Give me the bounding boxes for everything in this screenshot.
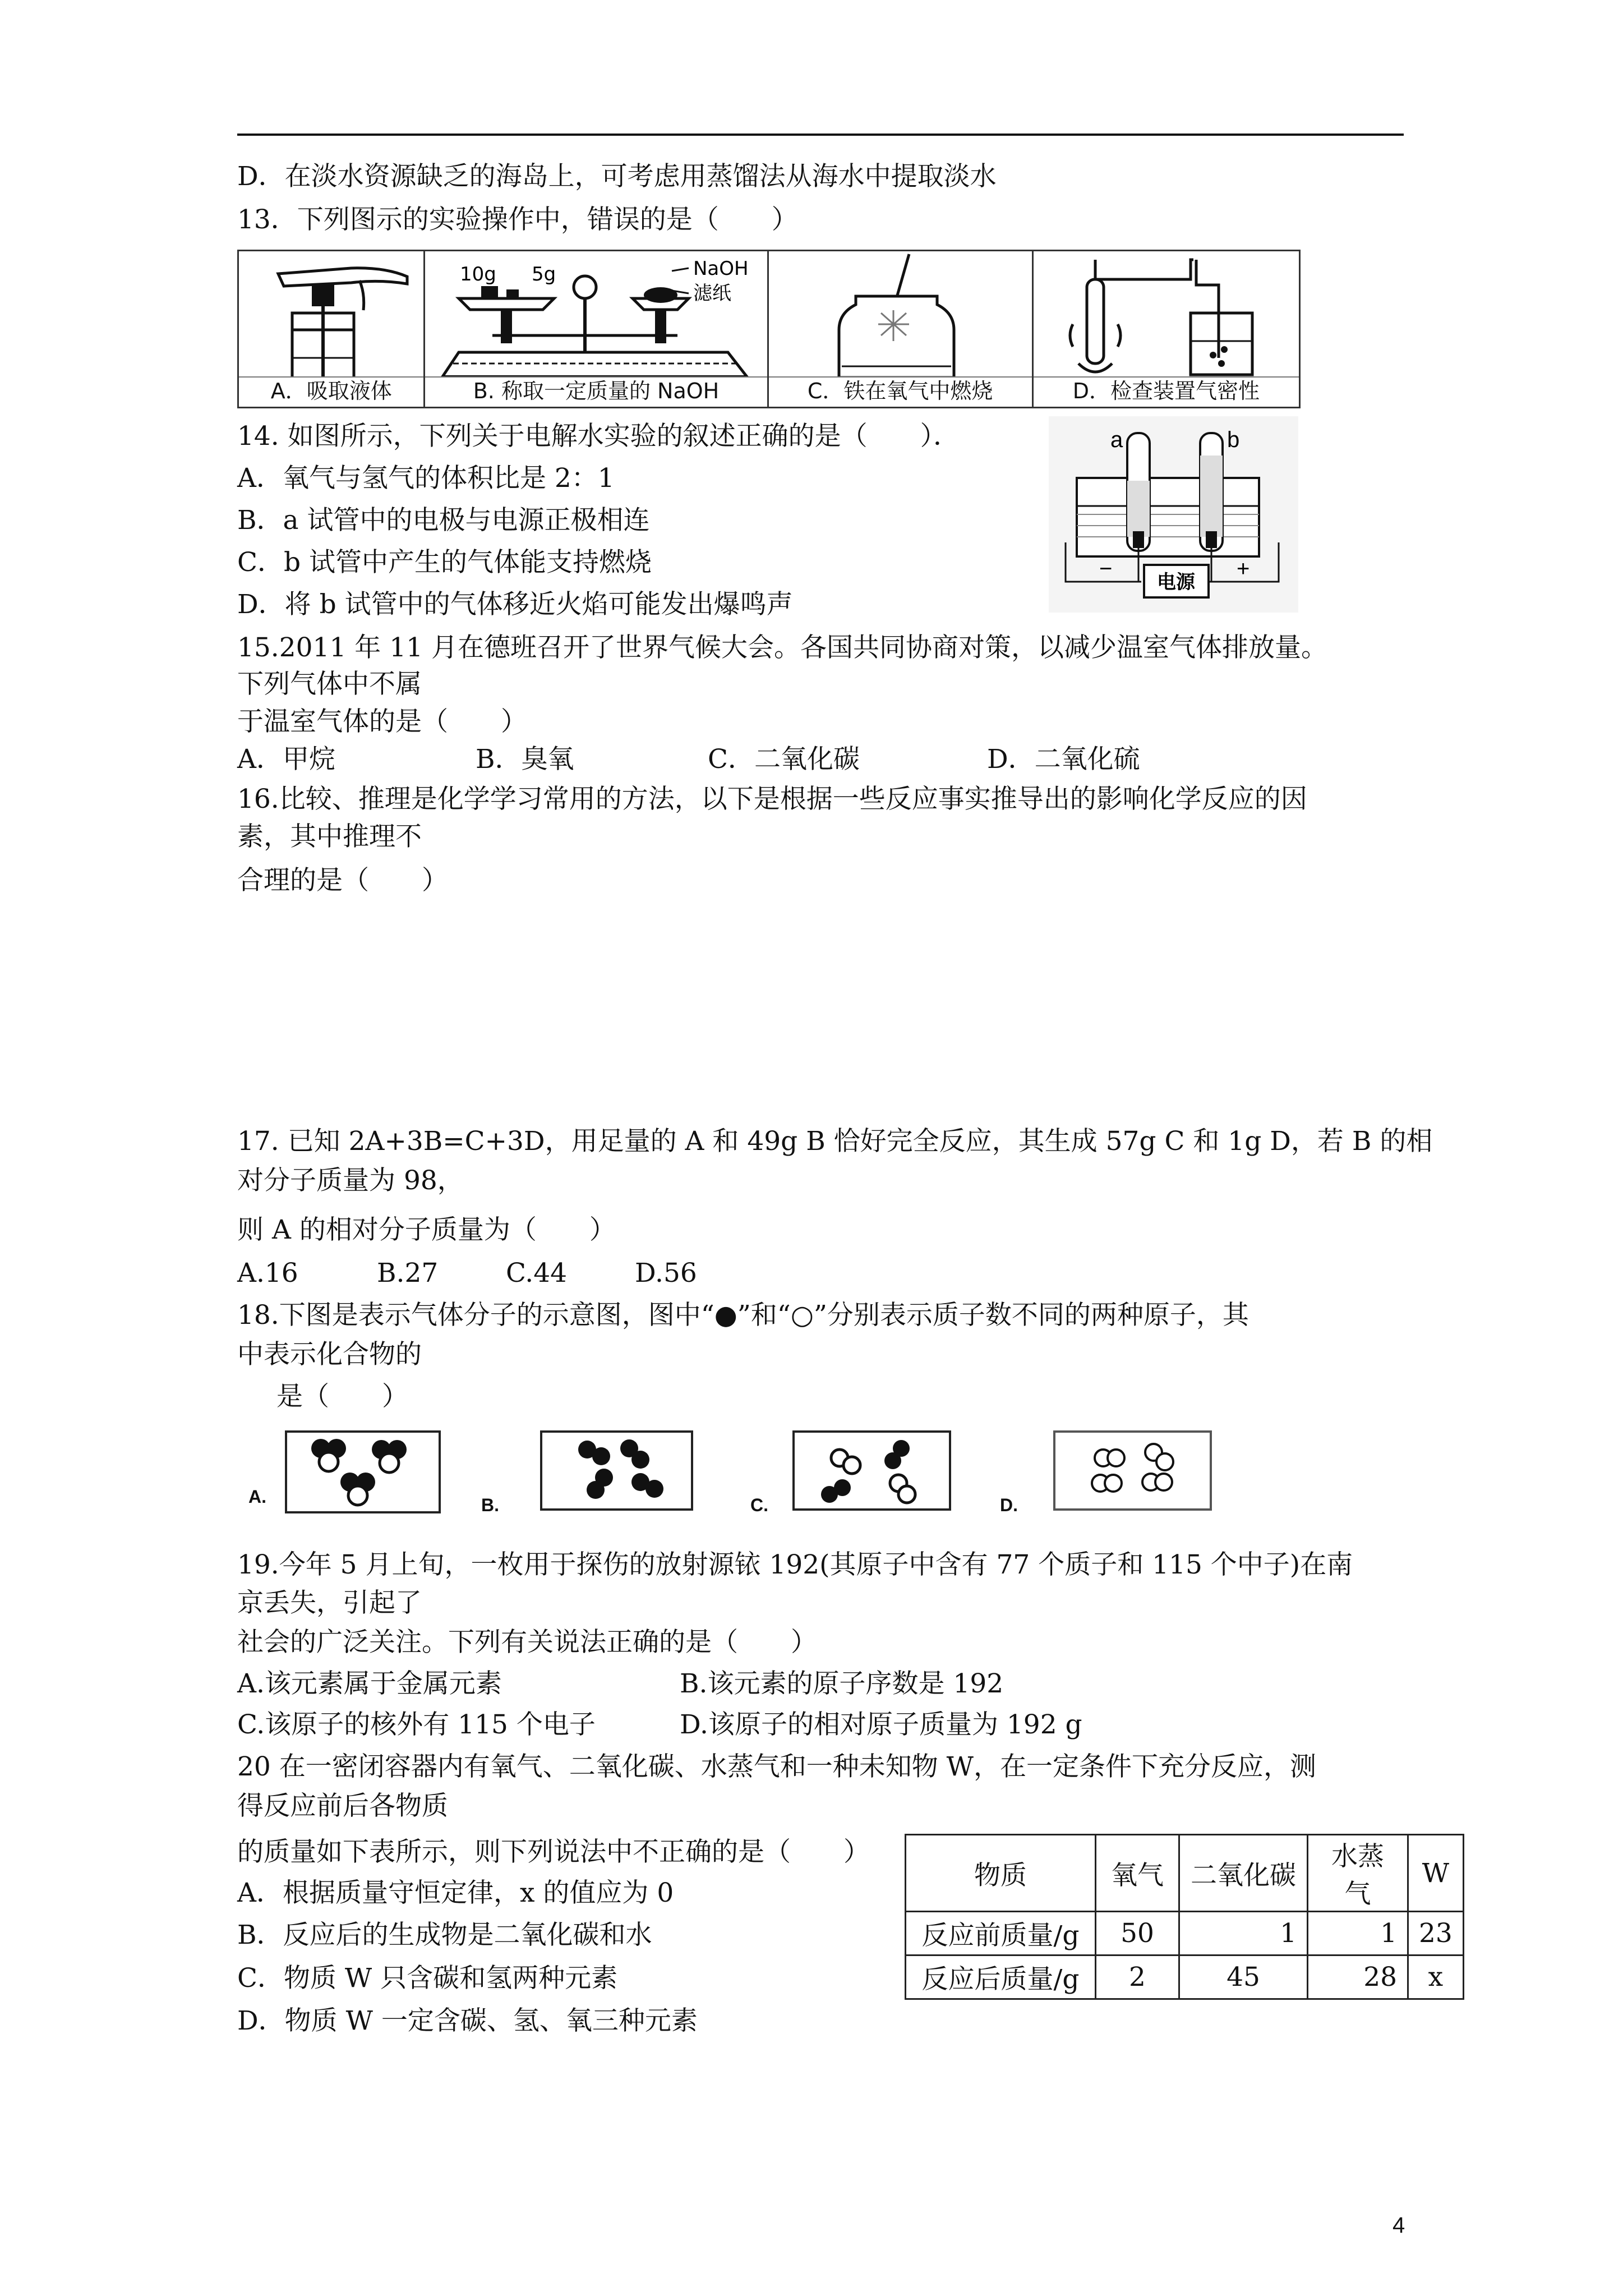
q17-option-d: D.56	[635, 1258, 697, 1289]
q17-option-a: A.16	[237, 1258, 298, 1289]
q18-label-b: B.	[481, 1495, 499, 1515]
q14-option-a: A．氧气与氢气的体积比是 2：1	[237, 463, 615, 494]
q14-label-b: b	[1227, 427, 1240, 452]
q20-option-d: D．物质 W 一定含碳、氢、氧三种元素	[237, 2005, 698, 2036]
table-cell: 28	[1308, 1955, 1408, 1999]
q18-box-b	[540, 1430, 693, 1511]
q17-option-b: B.27	[377, 1258, 439, 1289]
table-cell: 45	[1179, 1955, 1308, 1999]
q13-fig-c	[769, 251, 1034, 407]
table-row	[906, 1835, 1464, 1912]
q14-option-b: B．a 试管中的电极与电源正极相连	[237, 505, 650, 536]
q15-option-b: B．臭氧	[476, 744, 574, 775]
table-cell: 反应前质量/g	[906, 1912, 1096, 1955]
q14-option-d: D．将 b 试管中的气体移近火焰可能发出爆鸣声	[237, 589, 793, 620]
question-17-line3: 则 A 的相对分子质量为（ ）	[237, 1214, 616, 1245]
q19-option-a: A.该元素属于金属元素	[237, 1668, 502, 1699]
table-cell: 50	[1096, 1912, 1179, 1955]
q18-label-c: C.	[750, 1495, 768, 1515]
question-20-line2: 得反应前后各物质	[237, 1791, 448, 1821]
q13-figure	[237, 250, 1301, 408]
q14-electrolysis-figure	[1049, 416, 1298, 613]
question-19-line3: 社会的广泛关注。下列有关说法正确的是（ ）	[237, 1627, 817, 1658]
question-14-stem: 14. 如图所示，下列关于电解水实验的叙述正确的是（ ）．	[237, 421, 960, 452]
question-17-line1: 17. 已知 2A+3B=C+3D，用足量的 A 和 49g B 恰好完全反应，其生成 57g C 和 1g D，若 B 的相	[237, 1126, 1433, 1157]
table-header-cell: 二氧化碳	[1179, 1835, 1308, 1912]
table-row	[906, 1955, 1464, 1999]
q14-power-label: 电源	[1157, 571, 1195, 593]
table-cell: 23	[1408, 1912, 1464, 1955]
q13-caption-a: A．吸取液体	[239, 376, 423, 404]
question-16-line2: 素，其中推理不	[237, 821, 422, 852]
q18-box-d	[1053, 1430, 1212, 1511]
table-header-cell: W	[1408, 1835, 1464, 1912]
question-18-line2: 中表示化合物的	[237, 1339, 422, 1370]
question-16-line3: 合理的是（ ）	[237, 865, 448, 896]
q18-label-a: A.	[248, 1487, 266, 1507]
question-15-line2: 下列气体中不属	[237, 669, 422, 700]
q17-option-c: C.44	[506, 1258, 568, 1289]
q18-box-c	[792, 1430, 951, 1511]
q13-caption-b: B. 称取一定质量的 NaOH	[425, 376, 767, 404]
q14-plus: +	[1237, 556, 1250, 581]
q20-option-c: C．物质 W 只含碳和氢两种元素	[237, 1963, 618, 1994]
table-cell: 2	[1096, 1955, 1179, 1999]
table-cell: 反应后质量/g	[906, 1955, 1096, 1999]
table-cell: x	[1408, 1955, 1464, 1999]
q15-option-a: A．甲烷	[237, 744, 335, 775]
question-16-line1: 16.比较、推理是化学学习常用的方法，以下是根据一些反应事实推导出的影响化学反应的因	[237, 784, 1307, 815]
question-15-line1: 15.2011 年 11 月在德班召开了世界气候大会。各国共同协商对策，以减少温室气体排放量。	[237, 632, 1327, 663]
q20-option-b: B．反应后的生成物是二氧化碳和水	[237, 1920, 652, 1950]
q13-weight-5g: 5g	[532, 263, 556, 286]
header-rule	[237, 134, 1404, 136]
question-18-line1: 18.下图是表示气体分子的示意图，图中“●”和“○”分别表示质子数不同的两种原子，其	[237, 1300, 1249, 1331]
q13-paper-label: 滤纸	[693, 282, 732, 305]
q19-option-d: D.该原子的相对原子质量为 192 g	[680, 1709, 1082, 1740]
q13-naoh-label: NaOH	[693, 257, 749, 280]
question-17-line2: 对分子质量为 98，	[237, 1165, 464, 1196]
question-18-line3: 是（ ）	[276, 1381, 408, 1412]
table-header-cell: 氧气	[1096, 1835, 1179, 1912]
q15-option-c: C．二氧化碳	[708, 744, 860, 775]
q20-option-a: A．根据质量守恒定律，x 的值应为 0	[237, 1878, 674, 1908]
question-19-line1: 19.今年 5 月上旬，一枚用于探伤的放射源铱 192(其原子中含有 77 个质子和 115 个中子)在南	[237, 1549, 1353, 1580]
table-cell: 1	[1179, 1912, 1308, 1955]
q14-label-a: a	[1110, 427, 1123, 452]
q18-box-a	[285, 1430, 441, 1513]
q12-option-d: D．在淡水资源缺乏的海岛上，可考虑用蒸馏法从海水中提取淡水	[237, 161, 997, 192]
question-20-line3: 的质量如下表所示，则下列说法中不正确的是（ ）	[237, 1837, 870, 1867]
q15-option-d: D．二氧化硫	[987, 744, 1140, 775]
q13-caption-c: C．铁在氧气中燃烧	[769, 376, 1032, 404]
q13-fig-d	[1034, 251, 1299, 407]
q13-weight-10g: 10g	[460, 263, 497, 286]
page-number: 4	[1393, 2213, 1405, 2238]
q14-option-c: C．b 试管中产生的气体能支持燃烧	[237, 547, 652, 578]
q13-fig-a	[239, 251, 425, 407]
q20-data-table	[905, 1834, 1464, 2000]
table-row	[906, 1912, 1464, 1955]
q19-option-b: B.该元素的原子序数是 192	[680, 1668, 1004, 1699]
table-cell: 1	[1308, 1912, 1408, 1955]
q19-option-c: C.该原子的核外有 115 个电子	[237, 1709, 596, 1740]
question-13-stem: 13．下列图示的实验操作中，错误的是（ ）	[237, 204, 798, 235]
q13-fig-b	[425, 251, 768, 407]
q13-caption-d: D．检查装置气密性	[1034, 376, 1299, 404]
q18-label-d: D.	[1000, 1495, 1018, 1515]
table-header-cell: 物质	[906, 1835, 1096, 1912]
question-19-line2: 京丢失，引起了	[237, 1588, 422, 1618]
question-15-line3: 于温室气体的是（ ）	[237, 706, 527, 737]
q14-minus: −	[1099, 556, 1113, 581]
question-20-line1: 20 在一密闭容器内有氧气、二氧化碳、水蒸气和一种未知物 W，在一定条件下充分反应，测	[237, 1751, 1316, 1782]
table-header-cell: 水蒸气	[1308, 1835, 1408, 1912]
